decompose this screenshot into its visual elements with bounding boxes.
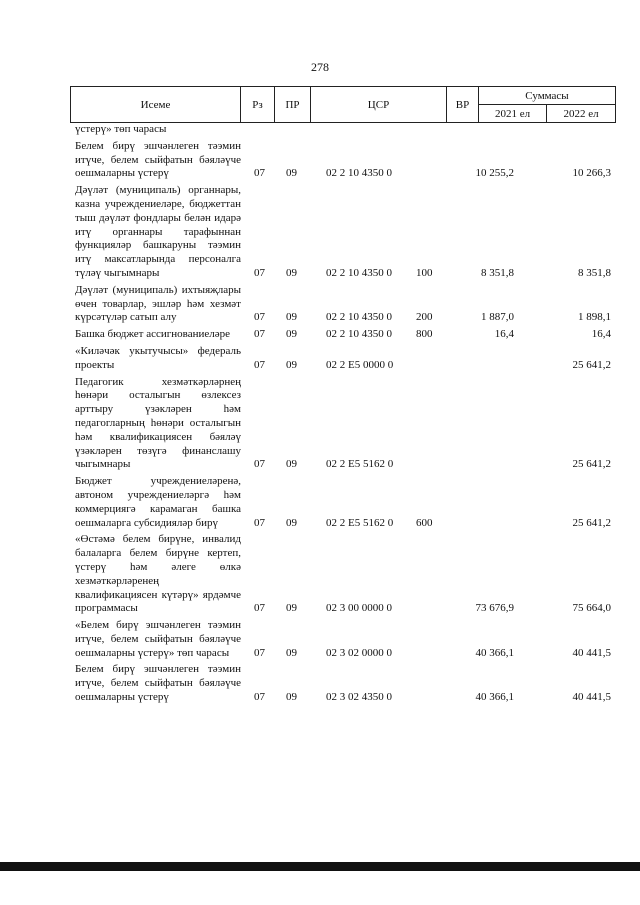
row-name: Педагогик хезмәткәрләрнең һөнәри осталыгын өзлексез арттыру үзәкләрен һәм педагогларның һөнәри осталыгын һәм квалификациясен бәяләү үзәкләрен төзүгә финанслашу чыгымнары (75, 375, 241, 471)
table-row (0, 123, 640, 137)
row-rz: 07 (254, 691, 265, 704)
row-pr: 09 (286, 646, 297, 659)
row-rz: 07 (254, 646, 265, 659)
header-pr: ПР (275, 87, 311, 122)
header-rz: Рз (241, 87, 275, 122)
row-name: Белем бирү эшчәнлеген тәэмин итүче, белем сыйфатын бәяләүче оешмаларны үстерү (75, 663, 241, 704)
row-sum-2021: 40 366,1 (475, 691, 514, 704)
row-name: Дәүләт (муниципаль) ихтыяҗлары өчен товарлар, эшләр һәм хезмәт күрсәтүләр сатып алу (75, 283, 241, 324)
header-vr: ВР (447, 87, 479, 122)
page-number: 278 (311, 60, 329, 74)
row-csr: 02 3 02 4350 0 (326, 691, 392, 704)
row-name: Бюджет учреждениеләренә, автоном учреждениеләргә һәм коммерциягә карамаган башка оешмаларга субсидияләр бирү (75, 475, 241, 529)
row-rz: 07 (254, 167, 265, 180)
row-rz: 07 (254, 458, 265, 471)
row-sum-2021: 73 676,9 (475, 602, 514, 615)
row-rz: 07 (254, 311, 265, 324)
row-rz: 07 (254, 602, 265, 615)
row-rz: 07 (254, 266, 265, 279)
row-sum-2021: 40 366,1 (475, 646, 514, 659)
row-name: Белем бирү эшчәнлеген тәэмин итүче, белем сыйфатын бәяләүче оешмаларны үстерү (75, 139, 241, 180)
table-header (70, 86, 616, 123)
row-csr: 02 2 10 4350 0 (326, 311, 392, 324)
header-csr: ЦСР (311, 87, 447, 122)
row-csr: 02 2 E5 0000 0 (326, 358, 394, 371)
row-csr: 02 2 E5 5162 0 (326, 458, 394, 471)
row-name: «Киләчәк укытучысы» федераль проекты (75, 344, 241, 371)
table-body (0, 123, 640, 708)
row-vr: 800 (416, 328, 433, 341)
table-row (0, 284, 640, 325)
row-sum-2022: 40 441,5 (572, 691, 611, 704)
row-pr: 09 (286, 691, 297, 704)
table-row (0, 376, 640, 473)
row-name: Дәүләт (муниципаль) органнары, казна учреждениеләре, бюджеттан тыш дәүләт фондлары белән идарә итү органнары тарафыннан функцияләр башкаруны тәэмин итү максатларында персоналга түләү чыгымнары (75, 184, 241, 279)
row-sum-2022: 25 641,2 (572, 516, 611, 529)
row-pr: 09 (286, 167, 297, 180)
row-csr: 02 2 10 4350 0 (326, 266, 392, 279)
table-row (0, 345, 640, 373)
row-pr: 09 (286, 328, 297, 341)
table-row (0, 533, 640, 616)
row-sum-2022: 1 898,1 (578, 311, 611, 324)
row-rz: 07 (254, 328, 265, 341)
scan-edge-bar (0, 862, 640, 871)
row-vr: 100 (416, 266, 433, 279)
row-pr: 09 (286, 458, 297, 471)
table-row (0, 140, 640, 181)
row-pr: 09 (286, 602, 297, 615)
header-name: Исеме (71, 87, 241, 122)
row-sum-2022: 25 641,2 (572, 358, 611, 371)
row-vr: 200 (416, 311, 433, 324)
row-sum-2022: 10 266,3 (572, 167, 611, 180)
row-sum-2021: 10 255,2 (475, 167, 514, 180)
row-csr: 02 2 10 4350 0 (326, 167, 392, 180)
row-sum-2021: 16,4 (494, 328, 514, 341)
row-pr: 09 (286, 358, 297, 371)
row-csr: 02 3 00 0000 0 (326, 602, 392, 615)
row-name: үстерү» төп чарасы (75, 123, 167, 135)
table-row (0, 475, 640, 530)
header-sums: Суммасы (479, 87, 615, 105)
row-name: «Белем бирү эшчәнлеген тәэмин итүче, белем сыйфатын бәяләүче оешмаларны үстерү» төп чарасы (75, 619, 241, 659)
row-name: «Өстәмә белем бирүне, инвалид балаларга белем бирүне кертеп, үстерү һәм әлеге өлкә хезмәткәрләренең квалификациясен күтәрү» ярдәмче программасы (75, 533, 241, 615)
row-csr: 02 2 E5 5162 0 (326, 516, 394, 529)
row-vr: 600 (416, 516, 433, 529)
row-sum-2022: 25 641,2 (572, 458, 611, 471)
table-row (0, 619, 640, 660)
row-sum-2022: 40 441,5 (572, 646, 611, 659)
row-rz: 07 (254, 516, 265, 529)
row-sum-2022: 16,4 (591, 328, 611, 341)
row-sum-2021: 8 351,8 (481, 266, 514, 279)
row-rz: 07 (254, 358, 265, 371)
header-year-2021: 2021 ел (479, 105, 547, 122)
row-pr: 09 (286, 266, 297, 279)
row-csr: 02 3 02 0000 0 (326, 646, 392, 659)
header-year-2022: 2022 ел (563, 107, 599, 120)
table-row (0, 663, 640, 704)
row-sum-2022: 8 351,8 (578, 266, 611, 279)
row-pr: 09 (286, 516, 297, 529)
row-sum-2022: 75 664,0 (572, 602, 611, 615)
row-pr: 09 (286, 311, 297, 324)
row-csr: 02 2 10 4350 0 (326, 328, 392, 341)
table-row (0, 328, 640, 342)
table-row (0, 184, 640, 281)
row-name: Башка бюджет ассигнованиеләре (75, 328, 230, 341)
row-sum-2021: 1 887,0 (481, 311, 514, 324)
